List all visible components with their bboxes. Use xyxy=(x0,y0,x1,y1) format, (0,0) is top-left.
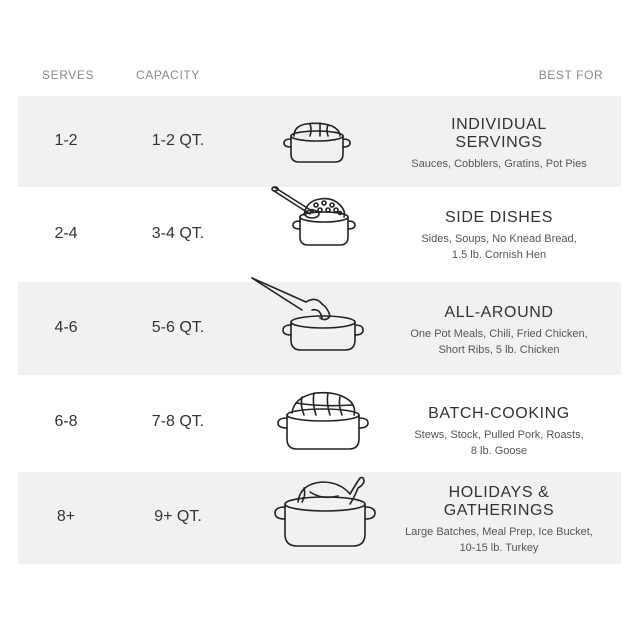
best-for-title-line: SIDE DISHES xyxy=(445,209,553,226)
best-for-description-line: Sides, Soups, No Knead Bread, xyxy=(421,233,577,245)
best-for-description-line: One Pot Meals, Chili, Fried Chicken, xyxy=(410,328,588,340)
best-for-title-line: HOLIDAYS & xyxy=(448,484,550,501)
best-for-title-line: ALL-AROUND xyxy=(444,304,554,321)
dutch-oven-with-spoon-icon xyxy=(240,181,390,261)
best-for-cell xyxy=(396,304,602,358)
best-for-description-line: 8 lb. Goose xyxy=(470,445,528,457)
best-for-description-line: Sauces, Cobblers, Gratins, Pot Pies xyxy=(411,158,587,170)
table-row xyxy=(18,472,621,564)
serves-value: 6-8 xyxy=(54,413,78,430)
best-for-cell xyxy=(396,116,602,172)
best-for-title xyxy=(396,116,602,152)
best-for-description-line: Short Ribs, 5 lb. Chicken xyxy=(438,344,560,356)
capacity-value: 1-2 QT. xyxy=(151,132,205,149)
best-for-title-line: BATCH-COOKING xyxy=(428,405,570,422)
serves-value: 2-4 xyxy=(54,225,78,242)
best-for-description xyxy=(396,156,602,172)
best-for-title xyxy=(396,209,602,227)
table-row xyxy=(18,375,621,472)
dutch-oven-pot-pie-icon xyxy=(240,114,390,174)
best-for-description xyxy=(396,427,602,459)
table-row xyxy=(18,187,621,282)
best-for-description xyxy=(396,326,602,358)
best-for-description xyxy=(396,231,602,263)
best-for-cell xyxy=(396,209,602,263)
best-for-title-line: INDIVIDUAL xyxy=(451,116,547,133)
serves-value: 1-2 xyxy=(54,132,78,149)
column-header-serves: SERVES xyxy=(42,68,95,82)
best-for-title xyxy=(396,304,602,322)
best-for-description-line: 10-15 lb. Turkey xyxy=(459,542,539,554)
best-for-title-line: GATHERINGS xyxy=(443,502,555,519)
best-for-title-line: SERVINGS xyxy=(455,134,543,151)
best-for-description-line: Stews, Stock, Pulled Pork, Roasts, xyxy=(414,429,584,441)
best-for-title xyxy=(396,405,602,423)
column-header-capacity: CAPACITY xyxy=(136,68,200,82)
dutch-oven-with-tongs-icon xyxy=(240,274,390,358)
best-for-cell xyxy=(396,405,602,459)
capacity-value: 3-4 QT. xyxy=(151,225,205,242)
best-for-description-line: Large Batches, Meal Prep, Ice Bucket, xyxy=(405,526,593,538)
column-header-best-for: BEST FOR xyxy=(538,68,604,82)
best-for-title xyxy=(396,484,602,520)
best-for-cell xyxy=(396,484,602,556)
best-for-description xyxy=(396,524,602,556)
table-row xyxy=(18,96,621,187)
best-for-description-line: 1.5 lb. Cornish Hen xyxy=(451,249,547,261)
serves-value: 4-6 xyxy=(54,319,78,336)
table-row xyxy=(18,282,621,375)
serves-value: 8+ xyxy=(56,508,76,525)
dutch-oven-with-turkey-icon xyxy=(240,474,390,558)
capacity-value: 9+ QT. xyxy=(154,508,202,525)
capacity-value: 7-8 QT. xyxy=(151,413,205,430)
capacity-value: 5-6 QT. xyxy=(151,319,205,336)
dutch-oven-with-roast-icon xyxy=(240,387,390,463)
